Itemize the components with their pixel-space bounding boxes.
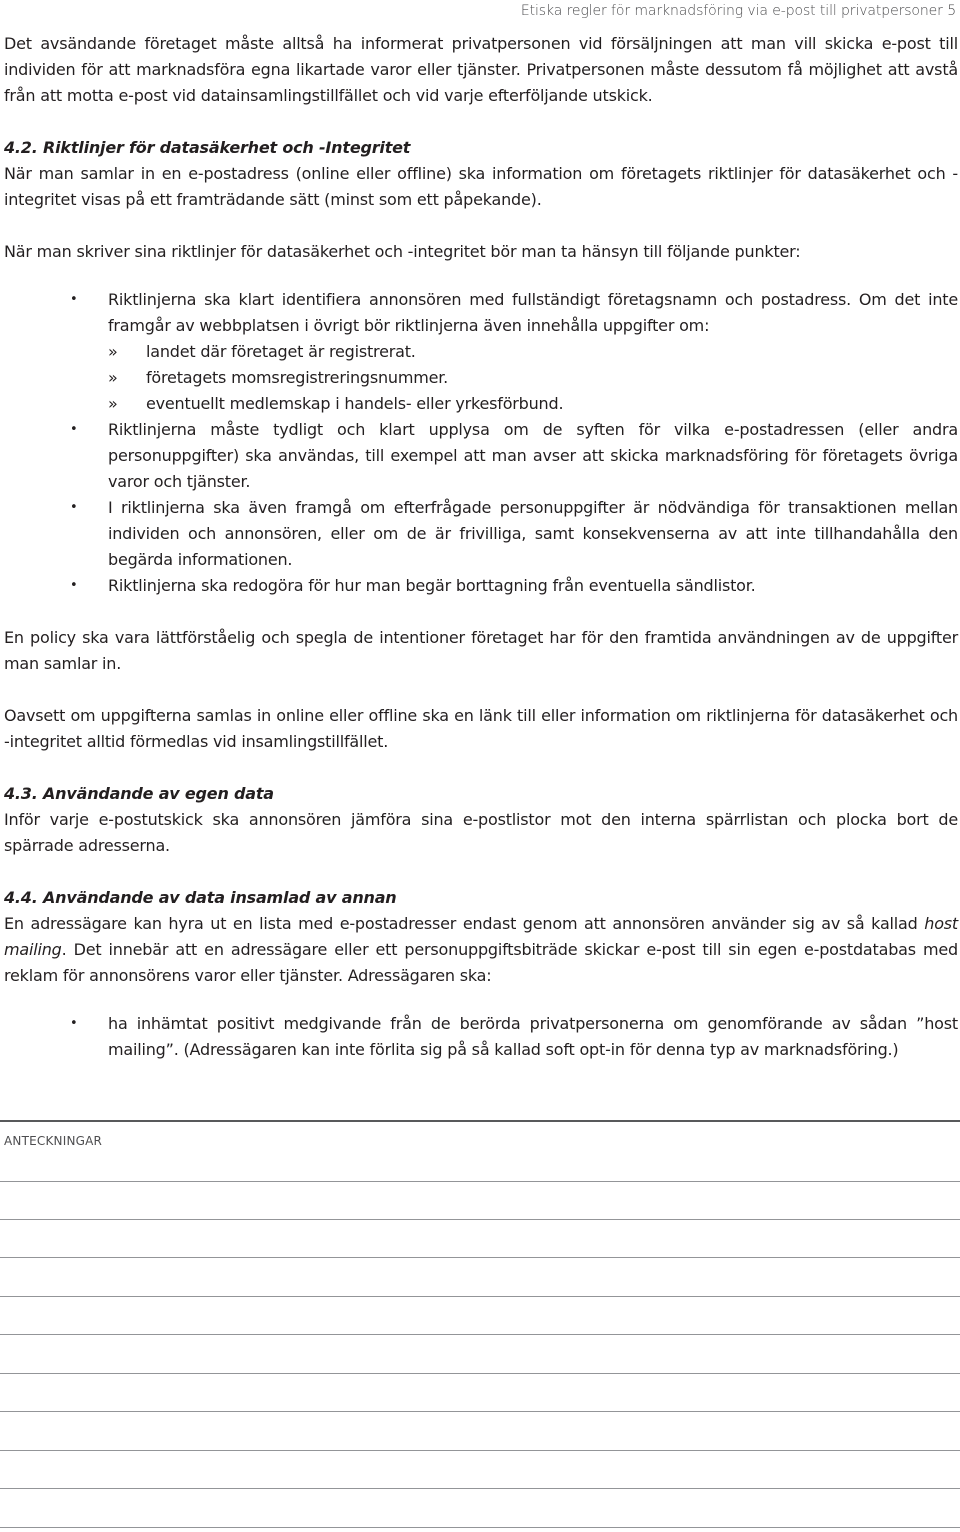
- notes-label: ANTECKNINGAR: [4, 1134, 103, 1148]
- document-body: [4, 31, 958, 1063]
- note-line: [0, 1527, 960, 1528]
- sub-list-item-text: eventuellt medlemskap i handels- eller yrkesförbund.: [146, 394, 564, 413]
- section-4-3-heading: 4.3. Användande av egen data: [4, 784, 274, 803]
- note-line: [0, 1219, 960, 1220]
- note-line: [0, 1450, 960, 1451]
- section-4-4-paragraph-1: En adressägare kan hyra ut en lista med e-postadresser endast genom att annonsören använder sig av så kallad: [4, 914, 925, 933]
- bullet-icon: •: [70, 292, 78, 307]
- notes-divider: [0, 1120, 960, 1122]
- section-4-4: [4, 885, 958, 989]
- note-line: [0, 1411, 960, 1412]
- list-item-text: Riktlinjerna ska klart identifiera annonsören med fullständigt företagsnamn och postadress. Om det inte framgår av webbplatsen i övrigt bör riktlinjerna även innehålla uppgifter om:: [108, 290, 958, 335]
- list-item-text: Riktlinjerna ska redogöra för hur man begär borttagning från eventuella sändlistor.: [108, 576, 756, 595]
- section-4-2-paragraph-3: En policy ska vara lättförståelig och spegla de intentioner företaget har för den framtida användningen av de uppgifter man samlar in.: [4, 628, 958, 673]
- section-4-2-paragraph-4: Oavsett om uppgifterna samlas in online eller offline ska en länk till eller information om riktlinjerna för datasäkerhet och -integritet alltid förmedlas vid insamlingstillfället.: [4, 706, 958, 751]
- section-4-4-paragraph-1-rest: . Det innebär att en adressägare eller ett personuppgiftsbiträde skickar e-post till sin egen e-postdatabas med reklam för annonsörens varor eller tjänster. Adressägaren ska:: [4, 940, 958, 985]
- sub-list-item: [108, 339, 958, 365]
- bullet-icon: •: [70, 1016, 78, 1031]
- list-item: [4, 287, 958, 417]
- section-4-2-heading: 4.2. Riktlinjer för datasäkerhet och -Integritet: [4, 138, 411, 157]
- sub-list-item-text: landet där företaget är registrerat.: [146, 342, 416, 361]
- note-line: [0, 1257, 960, 1258]
- section-4-4-heading: 4.4. Användande av data insamlad av annan: [4, 888, 397, 907]
- section-4-3: [4, 781, 958, 859]
- list-item: [4, 573, 958, 599]
- note-line: [0, 1488, 960, 1489]
- sub-list-item-text: företagets momsregistreringsnummer.: [146, 368, 449, 387]
- list-item-text: I riktlinjerna ska även framgå om efterfrågade personuppgifter är nödvändiga för transaktionen mellan individen och annonsören, eller om de är frivilliga, samt konsekvenserna av att inte tillhandahålla den begärda informationen.: [108, 498, 958, 569]
- section-4-2-bullet-list: [4, 287, 958, 599]
- guillemet-icon: »: [108, 342, 118, 361]
- running-header: Etiska regler för marknadsföring via e-post till privatpersoner 5: [520, 3, 956, 19]
- sub-list-item: [108, 365, 958, 391]
- note-line: [0, 1373, 960, 1374]
- guillemet-icon: »: [108, 368, 118, 387]
- intro-paragraph: Det avsändande företaget måste alltså ha informerat privatpersonen vid försäljningen att man vill skicka e-post till individen för att marknadsföra egna likartade varor eller tjänster. Privatpersonen måste dessutom få möjlighet att avstå från att motta e-post vid datainsamlingstillfället och vid varje efterföljande utskick.: [4, 34, 958, 105]
- list-item-text: Riktlinjerna måste tydligt och klart upplysa om de syften för vilka e-postadressen (eller andra personuppgifter) ska användas, till exempel att man avser att skicka marknadsföring för företagets övriga varor och tjänster.: [108, 420, 958, 491]
- sub-list: [108, 339, 958, 417]
- list-item: [4, 417, 958, 495]
- section-4-4-bullet-list: [4, 1011, 958, 1063]
- list-item-text: ha inhämtat positivt medgivande från de berörda privatpersonerna om genomförande av sådan ”host mailing”. (Adressägaren kan inte förlita sig på så kallad soft opt-in för denna typ av marknadsföring.): [108, 1014, 958, 1059]
- guillemet-icon: »: [108, 394, 118, 413]
- section-4-2: [4, 135, 958, 213]
- note-line: [0, 1334, 960, 1335]
- bullet-icon: •: [70, 578, 78, 593]
- section-4-3-paragraph-1: Inför varje e-postutskick ska annonsören jämföra sina e-postlistor mot den interna spärrlistan och plocka bort de spärrade adresserna.: [4, 810, 958, 855]
- sub-list-item: [108, 391, 958, 417]
- list-item: [4, 1011, 958, 1063]
- host-mailing-term: host mailing: [4, 914, 958, 959]
- section-4-2-paragraph-1: När man samlar in en e-postadress (online eller offline) ska information om företagets riktlinjer för datasäkerhet och -integritet visas på ett framträdande sätt (minst som ett påpekande).: [4, 164, 958, 209]
- note-line: [0, 1296, 960, 1297]
- list-item: [4, 495, 958, 573]
- bullet-icon: •: [70, 422, 78, 437]
- bullet-icon: •: [70, 500, 78, 515]
- section-4-2-paragraph-2: När man skriver sina riktlinjer för datasäkerhet och -integritet bör man ta hänsyn till följande punkter:: [4, 242, 801, 261]
- note-line: [0, 1181, 960, 1182]
